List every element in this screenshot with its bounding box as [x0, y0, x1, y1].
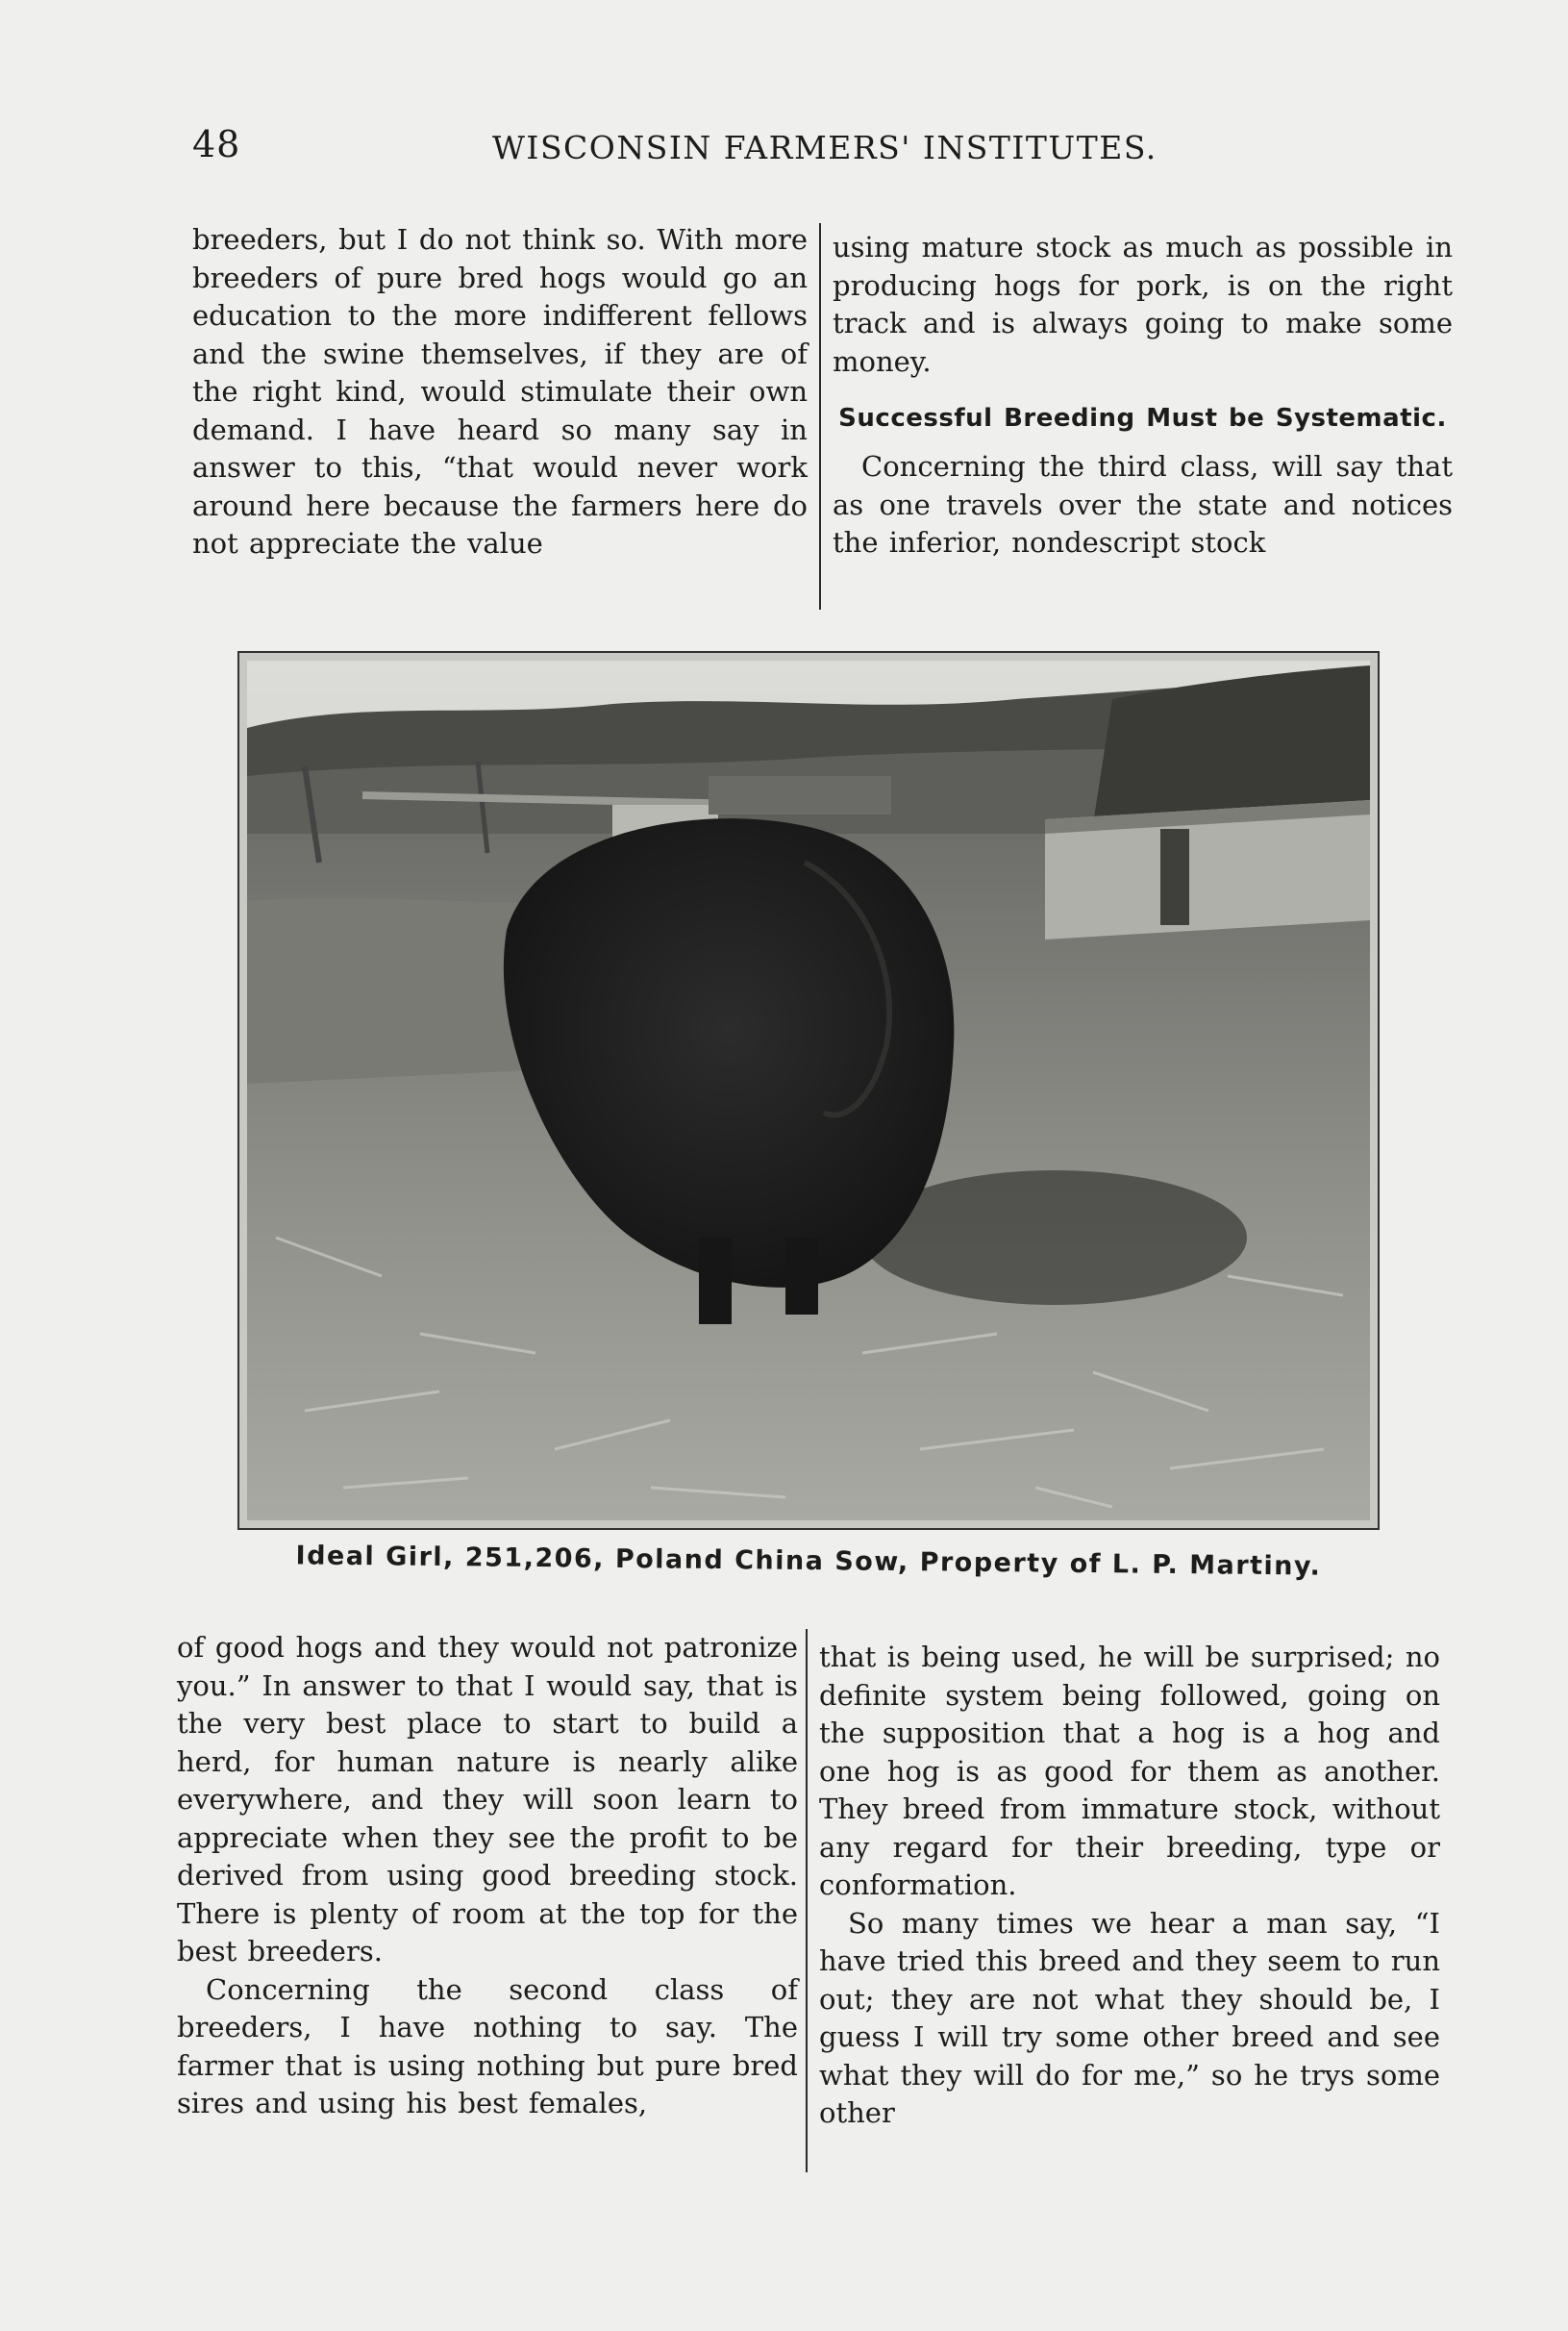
top-column-rule [819, 223, 821, 610]
paragraph: Concerning the second class of breeders, I have nothing to say. The farmer that is using nothing but pure bred sires and using his best females, [177, 1972, 798, 2119]
photo-image [247, 661, 1370, 1520]
paragraph: breeders, but I do not think so. With more breeders of pure bred hogs would go an education to the more indifferent fellows and the swine themselves, if they are of the right kind, would stimulate their own demand. I have heard so many say in answer to this, “that would never work around here because the farmers here do not appreciate the value [192, 223, 808, 560]
paragraph: that is being used, he will be surprised; no definite system being followed, going on the supposition that a hog is a hog and one hog is as good for them as another. They breed from immature stock, without any regard for their breeding, type or conformation. [819, 1641, 1440, 1901]
paragraph: So many times we hear a man say, “I have tried this breed and they seem to run out; they are not what they should be, I guess I will try some other breed and see what they will do for me,” so he trys some other [819, 1906, 1440, 2129]
section-heading: Successful Breeding Must be Systematic. [838, 404, 1447, 433]
page-number: 48 [192, 123, 241, 165]
figure-caption: Ideal Girl, 251,206, Poland China Sow, Property of L. P. Martiny. [295, 1541, 1322, 1582]
bottom-column-rule [806, 1629, 808, 2172]
photograph [237, 651, 1380, 1530]
top-left-column [192, 221, 808, 564]
bottom-right-column [819, 1639, 1440, 2133]
paragraph: Concerning the third class, will say that as one travels over the state and notices the inferior, nondescript stock [833, 450, 1453, 559]
running-head: WISCONSIN FARMERS' INSTITUTES. [492, 129, 1157, 166]
paragraph: of good hogs and they would not patronize you.” In answer to that I would say, that is the very best place to start to build a herd, for human nature is nearly alike everywhere, and they will soon learn to appreciate when they see the profit to be derived from using good breeding stock. There is plenty of room at the top for the best breeders. [177, 1631, 798, 1968]
top-right-column [833, 229, 1453, 563]
paragraph: using mature stock as much as possible in producing hogs for pork, is on the right track and is always going to make some money. [833, 231, 1453, 378]
bottom-left-column [177, 1629, 798, 2123]
